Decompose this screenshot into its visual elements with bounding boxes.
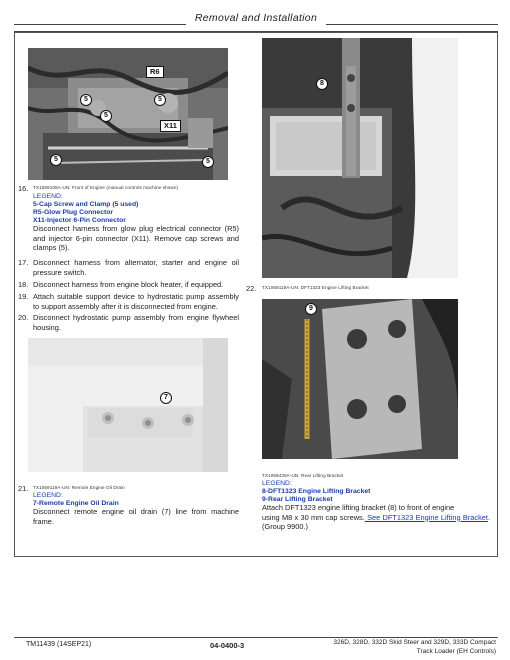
step-number: 20.	[18, 313, 29, 322]
page-number: 04-0400-3	[210, 641, 245, 650]
model-line: 326D, 328D, 332D Skid Steer and 329D, 333D Compact	[333, 639, 496, 646]
callout-7: 7	[160, 392, 172, 404]
callout-5: 5	[100, 110, 112, 122]
label-x11: X11	[160, 120, 181, 132]
step-text: Attach suitable support device to hydrostatic pump assembly to support assembly after it is disconnected from engine.	[33, 292, 239, 311]
callout-5: 5	[50, 154, 62, 166]
model-line: Track Loader (EH Controls)	[416, 647, 496, 655]
step-text: Disconnect harness from alternator, starter and engine oil pressure switch.	[33, 258, 239, 277]
legend-item: R5-Glow Plug Connector	[33, 209, 114, 216]
callout-8: 8	[316, 78, 328, 90]
callout-9: 9	[305, 303, 317, 315]
step-number: 19.	[18, 292, 29, 301]
document-id: TM11439 (14SEP21)	[26, 641, 92, 648]
cross-reference-link[interactable]: See DFT1323 Engine Lifting Bracket	[364, 512, 488, 522]
callout-5: 5	[80, 94, 92, 106]
lifting-bracket-photo	[262, 38, 458, 278]
page-header	[14, 6, 498, 32]
legend-item: 9-Rear Lifting Bracket	[262, 496, 333, 503]
step-number: 16.	[18, 184, 29, 193]
step-number: 21.	[18, 484, 29, 493]
legend-item: 8-DFT1323 Engine Lifting Bracket	[262, 488, 371, 495]
step-text: Disconnect hydrostatic pump assembly from engine flywheel housing.	[33, 313, 239, 332]
step-text: Disconnect harness from glow plug electrical connector (R5) and injector 6-pin connector (X11). Remove cap screws and clamps (5).	[33, 224, 239, 253]
legend-item: X11-Injector 6-Pin Connector	[33, 217, 126, 224]
figure-caption: TX1069119A-UN: Remote Engine Oil Drain	[33, 485, 125, 490]
legend-title: LEGEND:	[33, 492, 63, 499]
figure-caption: TX1069430A-UN: Rear Lifting Bracket	[262, 473, 344, 478]
legend-title: LEGEND:	[262, 480, 292, 487]
step-number: 18.	[18, 280, 29, 289]
model-info	[333, 639, 496, 656]
step-text: Disconnect remote engine oil drain (7) line from machine frame.	[33, 507, 239, 526]
callout-5: 5	[154, 94, 166, 106]
section-title: Removal and Installation	[194, 12, 318, 24]
step-text: Disconnect harness from engine block heater, if equipped.	[33, 280, 224, 289]
step-text-segment: . (Group 9900.)	[262, 512, 490, 532]
step-number: 17.	[18, 258, 29, 267]
oil-drain-photo	[28, 338, 228, 472]
figure-caption: TX1069119A-UN: DFT1323 Engine Lifting Bracket	[262, 285, 369, 290]
rear-lifting-bracket-photo	[262, 299, 458, 459]
legend-item: 7-Remote Engine Oil Drain	[33, 500, 119, 507]
header-rule	[326, 24, 498, 25]
step-text	[262, 503, 490, 532]
header-rule	[14, 24, 186, 25]
step-number: 22.	[246, 284, 257, 293]
step-text-line: Attach DFT1323 engine lifting bracket (8) to front of engine	[262, 503, 455, 512]
callout-5: 5	[202, 156, 214, 168]
step-text-segment: using M8 x 30 mm cap screws.	[262, 512, 365, 522]
legend-title: LEGEND:	[33, 193, 63, 200]
legend-item: 5-Cap Screw and Clamp (5 used)	[33, 201, 139, 208]
footer-rule	[14, 637, 498, 638]
figure-caption: TX1069109A-UN: Front of Engine (manual controls machine shown)	[33, 185, 179, 190]
step-text-line	[262, 513, 490, 532]
label-r6: R6	[146, 66, 164, 78]
